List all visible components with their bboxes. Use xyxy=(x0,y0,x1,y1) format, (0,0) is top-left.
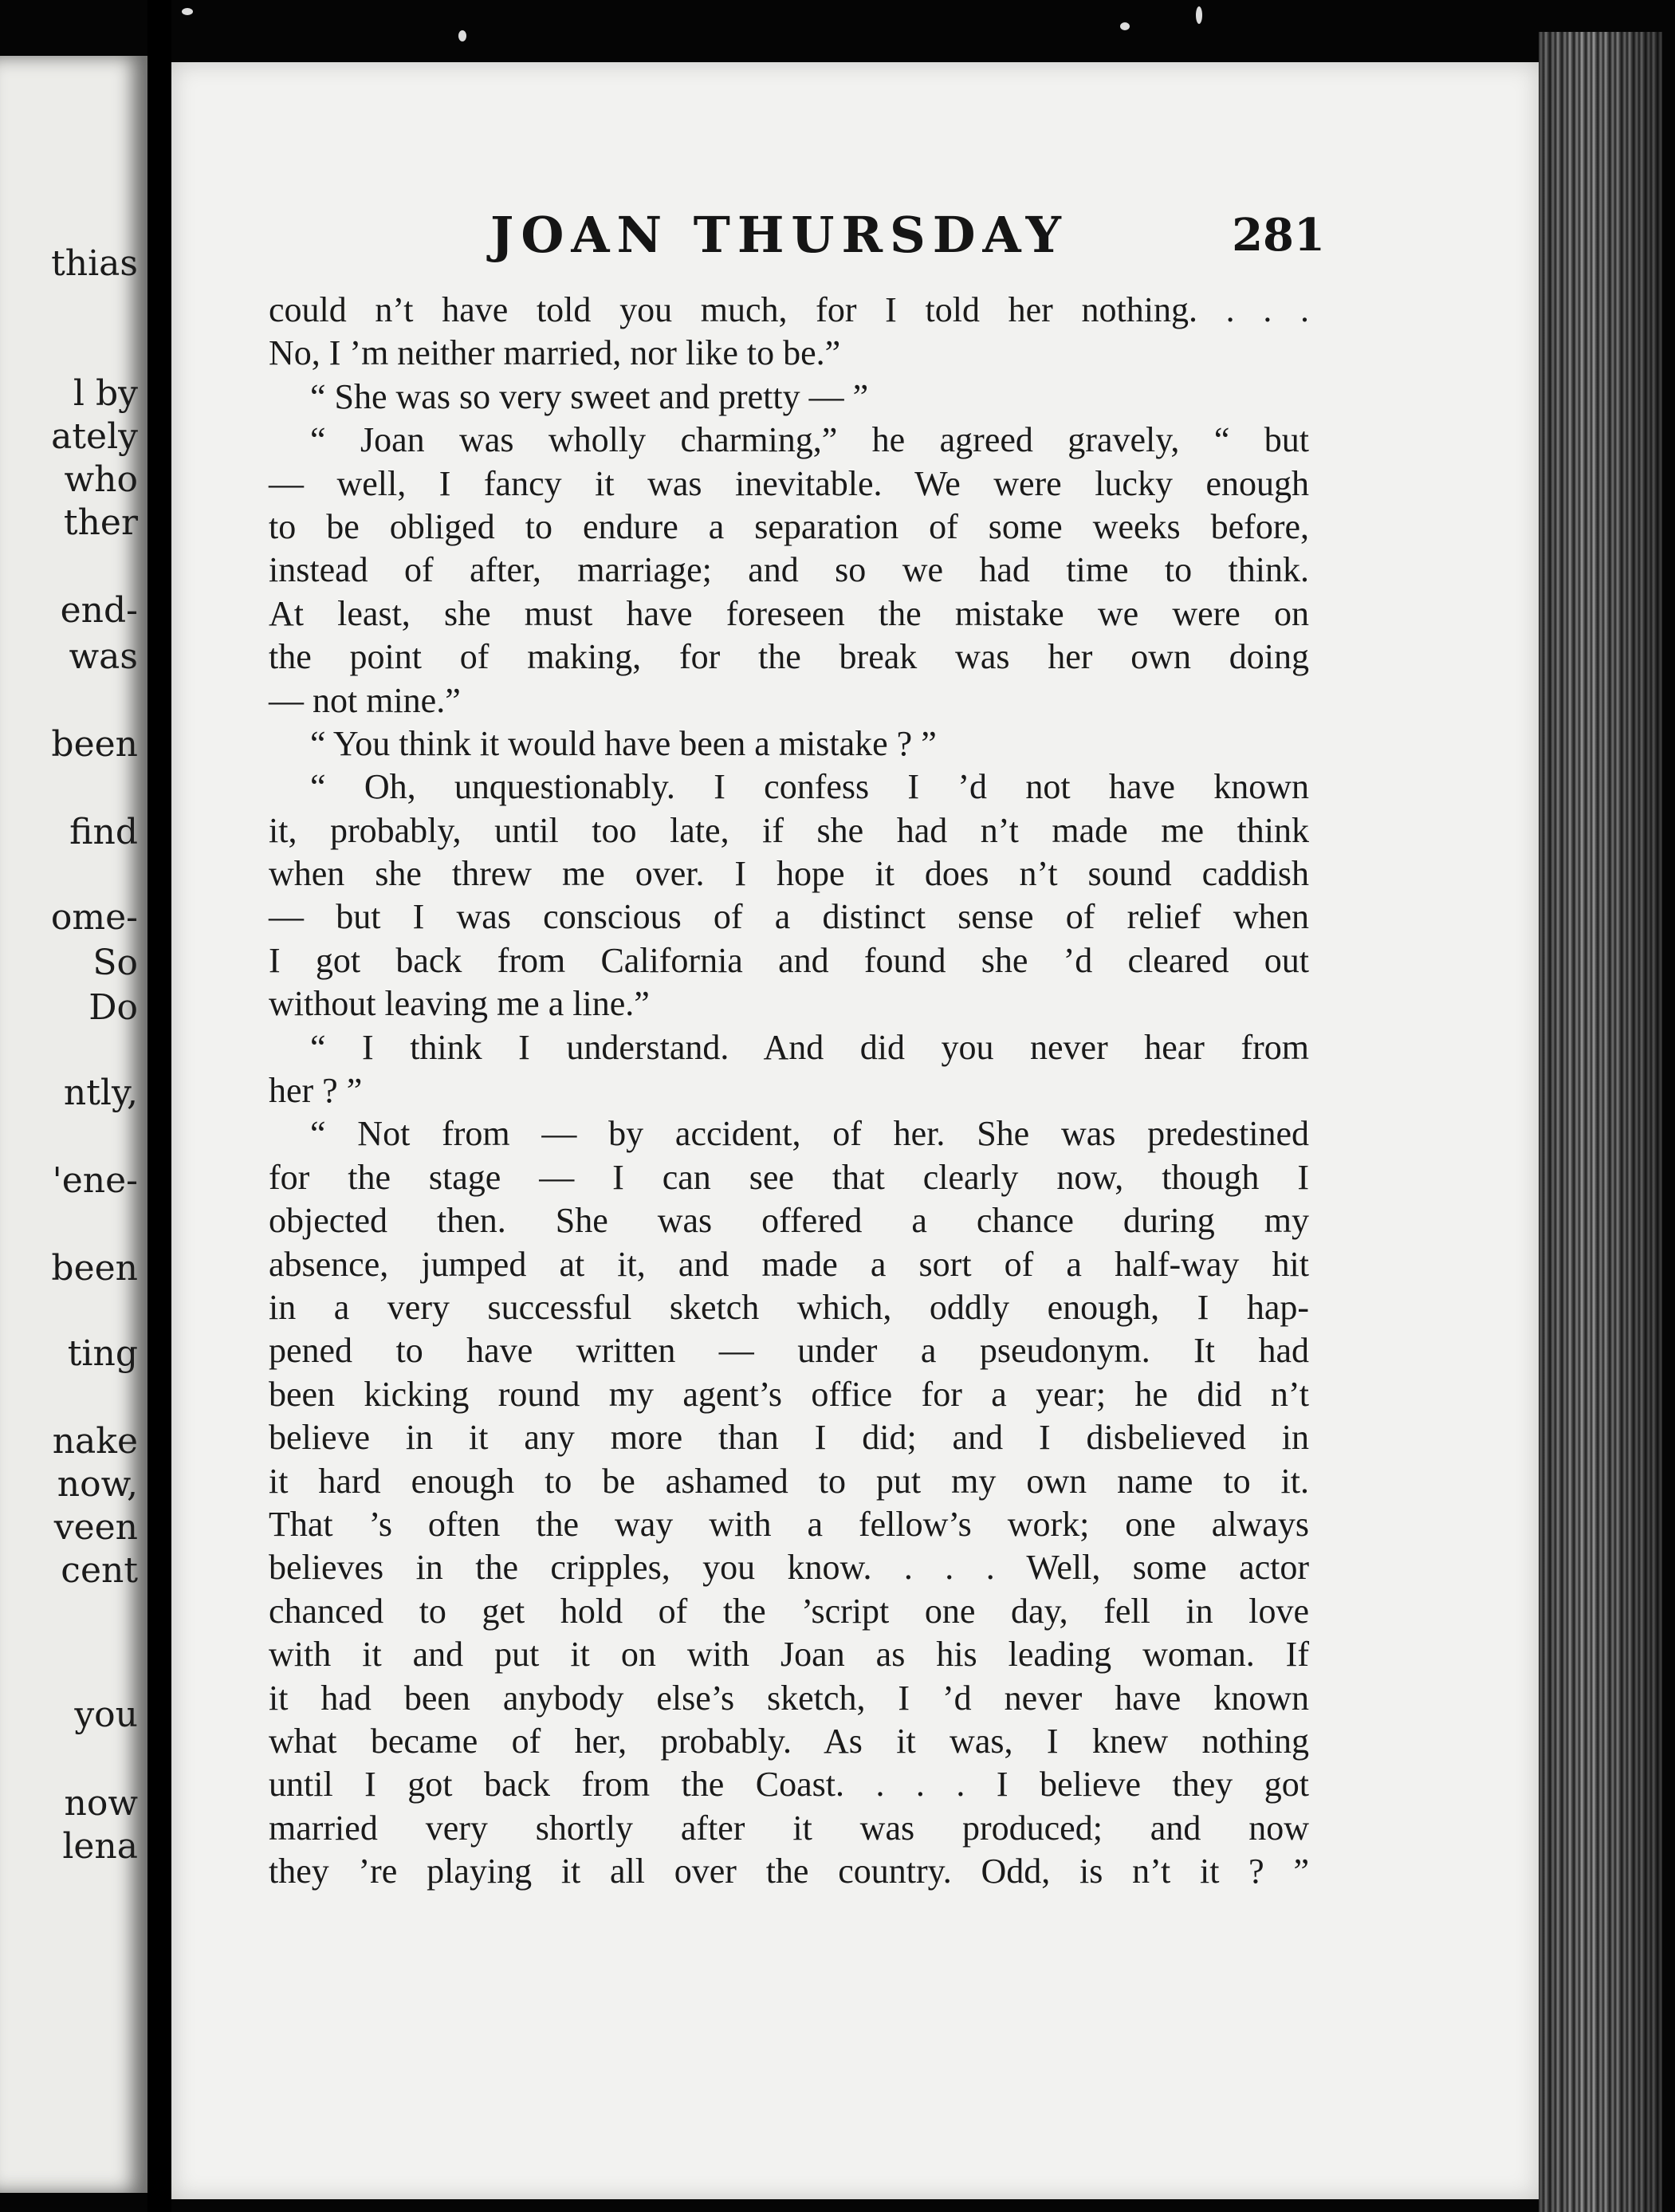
text-line: married very shortly after it was produced; and now xyxy=(269,1808,1309,1848)
text-line: chanced to get hold of the ’script one day, fell in love xyxy=(269,1591,1309,1631)
text-line: — well, I fancy it was inevitable. We were lucky enough xyxy=(269,463,1309,503)
text-line: objected then. She was offered a chance during my xyxy=(269,1201,1309,1241)
text-line: absence, jumped at it, and made a sort of a half-way hit xyxy=(269,1244,1309,1284)
text-line: No, I ’m neither married, nor like to be.” xyxy=(269,333,841,373)
facing-page-text-fragment: cent xyxy=(61,1550,138,1591)
facing-page-text-fragment: So xyxy=(92,943,138,983)
facing-page-text-fragment: nake xyxy=(52,1421,138,1462)
text-line: what became of her, probably. As it was, I knew nothing xyxy=(269,1721,1309,1761)
text-line: her ? ” xyxy=(269,1071,363,1111)
text-line: it hard enough to be ashamed to put my own name to it. xyxy=(269,1461,1309,1501)
facing-page-text-fragment: was xyxy=(69,636,138,677)
facing-page-text-fragment: ome- xyxy=(50,897,138,938)
text-line: until I got back from the Coast. . . . I believe they got xyxy=(269,1765,1309,1805)
running-head xyxy=(319,206,1355,270)
text-line: it had been anybody else’s sketch, I ’d never have known xyxy=(269,1678,1309,1718)
facing-page-text-fragment: now, xyxy=(57,1464,138,1505)
text-line: At least, she must have foreseen the mistake we were on xyxy=(269,593,1309,633)
body-text xyxy=(269,289,1309,1893)
facing-page-text-fragment: ntly, xyxy=(63,1073,138,1113)
facing-page-text-fragment: find xyxy=(69,812,138,852)
facing-page-text-fragment: been xyxy=(51,1248,138,1289)
facing-page-text-fragment: 'ene- xyxy=(52,1160,138,1201)
facing-page-text-fragment: end- xyxy=(60,590,138,631)
text-line: I got back from California and found she ’d cleared out xyxy=(269,940,1309,980)
text-line: to be obliged to endure a separation of some weeks before, xyxy=(269,506,1309,546)
scan-speck xyxy=(1196,6,1202,24)
page-gutter xyxy=(147,0,171,2212)
scan-speck xyxy=(458,30,466,41)
facing-page-text-fragment: you xyxy=(74,1694,138,1735)
facing-page-text-fragment: thias xyxy=(51,243,138,284)
facing-page-text-fragment: who xyxy=(64,459,138,500)
text-line: “ Joan was wholly charming,” he agreed gravely, “ but xyxy=(310,420,1309,460)
text-line: “ You think it would have been a mistake ? ” xyxy=(310,723,937,763)
text-line: believe in it any more than I did; and I disbelieved in xyxy=(269,1418,1309,1458)
text-line: instead of after, marriage; and so we had time to think. xyxy=(269,550,1309,590)
facing-page-text-fragment: lena xyxy=(62,1826,138,1867)
facing-page-fragment xyxy=(0,56,147,2193)
facing-page-text-fragment: been xyxy=(51,724,138,765)
text-line: they ’re playing it all over the country. Odd, is n’t it ? ” xyxy=(269,1852,1309,1891)
text-line: pened to have written — under a pseudonym. It had xyxy=(269,1331,1309,1371)
text-line: with it and put it on with Joan as his leading woman. If xyxy=(269,1635,1309,1675)
facing-page-text-fragment: ting xyxy=(67,1333,138,1374)
text-line: without leaving me a line.” xyxy=(269,984,650,1024)
text-line: in a very successful sketch which, oddly enough, I hap- xyxy=(269,1287,1309,1327)
text-line: — but I was conscious of a distinct sense of relief when xyxy=(269,897,1309,937)
text-line: when she threw me over. I hope it does n’t sound caddish xyxy=(269,854,1309,894)
facing-page-text-fragment: Do xyxy=(88,987,138,1028)
text-line: — not mine.” xyxy=(269,680,461,720)
facing-page-text-fragment: veen xyxy=(53,1507,138,1548)
facing-page-text-fragment: ther xyxy=(63,502,138,543)
text-line: “ Oh, unquestionably. I confess I ’d not have known xyxy=(310,767,1309,807)
text-line: “ Not from — by accident, of her. She was predestined xyxy=(310,1114,1309,1154)
page-number: 281 xyxy=(1232,209,1325,262)
text-line: “ She was so very sweet and pretty — ” xyxy=(310,376,869,416)
text-line: That ’s often the way with a fellow’s work; one always xyxy=(269,1504,1309,1544)
scan-speck xyxy=(1120,22,1130,30)
facing-page-text-fragment: now xyxy=(64,1783,138,1824)
text-line: been kicking round my agent’s office for a year; he did n’t xyxy=(269,1374,1309,1414)
text-line: “ I think I understand. And did you never hear from xyxy=(310,1027,1309,1067)
facing-page-text-fragment: ately xyxy=(51,416,138,457)
text-line: the point of making, for the break was her own doing xyxy=(269,637,1309,677)
page-stack-shadow xyxy=(1539,32,1662,2212)
running-head-title: JOAN THURSDAY xyxy=(490,206,1068,264)
facing-page-text-fragment: l by xyxy=(73,373,138,414)
scan-speck xyxy=(182,8,193,15)
text-line: believes in the cripples, you know. . . . Well, some actor xyxy=(269,1548,1309,1588)
text-line: for the stage — I can see that clearly now, though I xyxy=(269,1157,1309,1197)
text-line: it, probably, until too late, if she had n’t made me think xyxy=(269,810,1309,850)
text-line: could n’t have told you much, for I told her nothing. . . . xyxy=(269,290,1309,329)
